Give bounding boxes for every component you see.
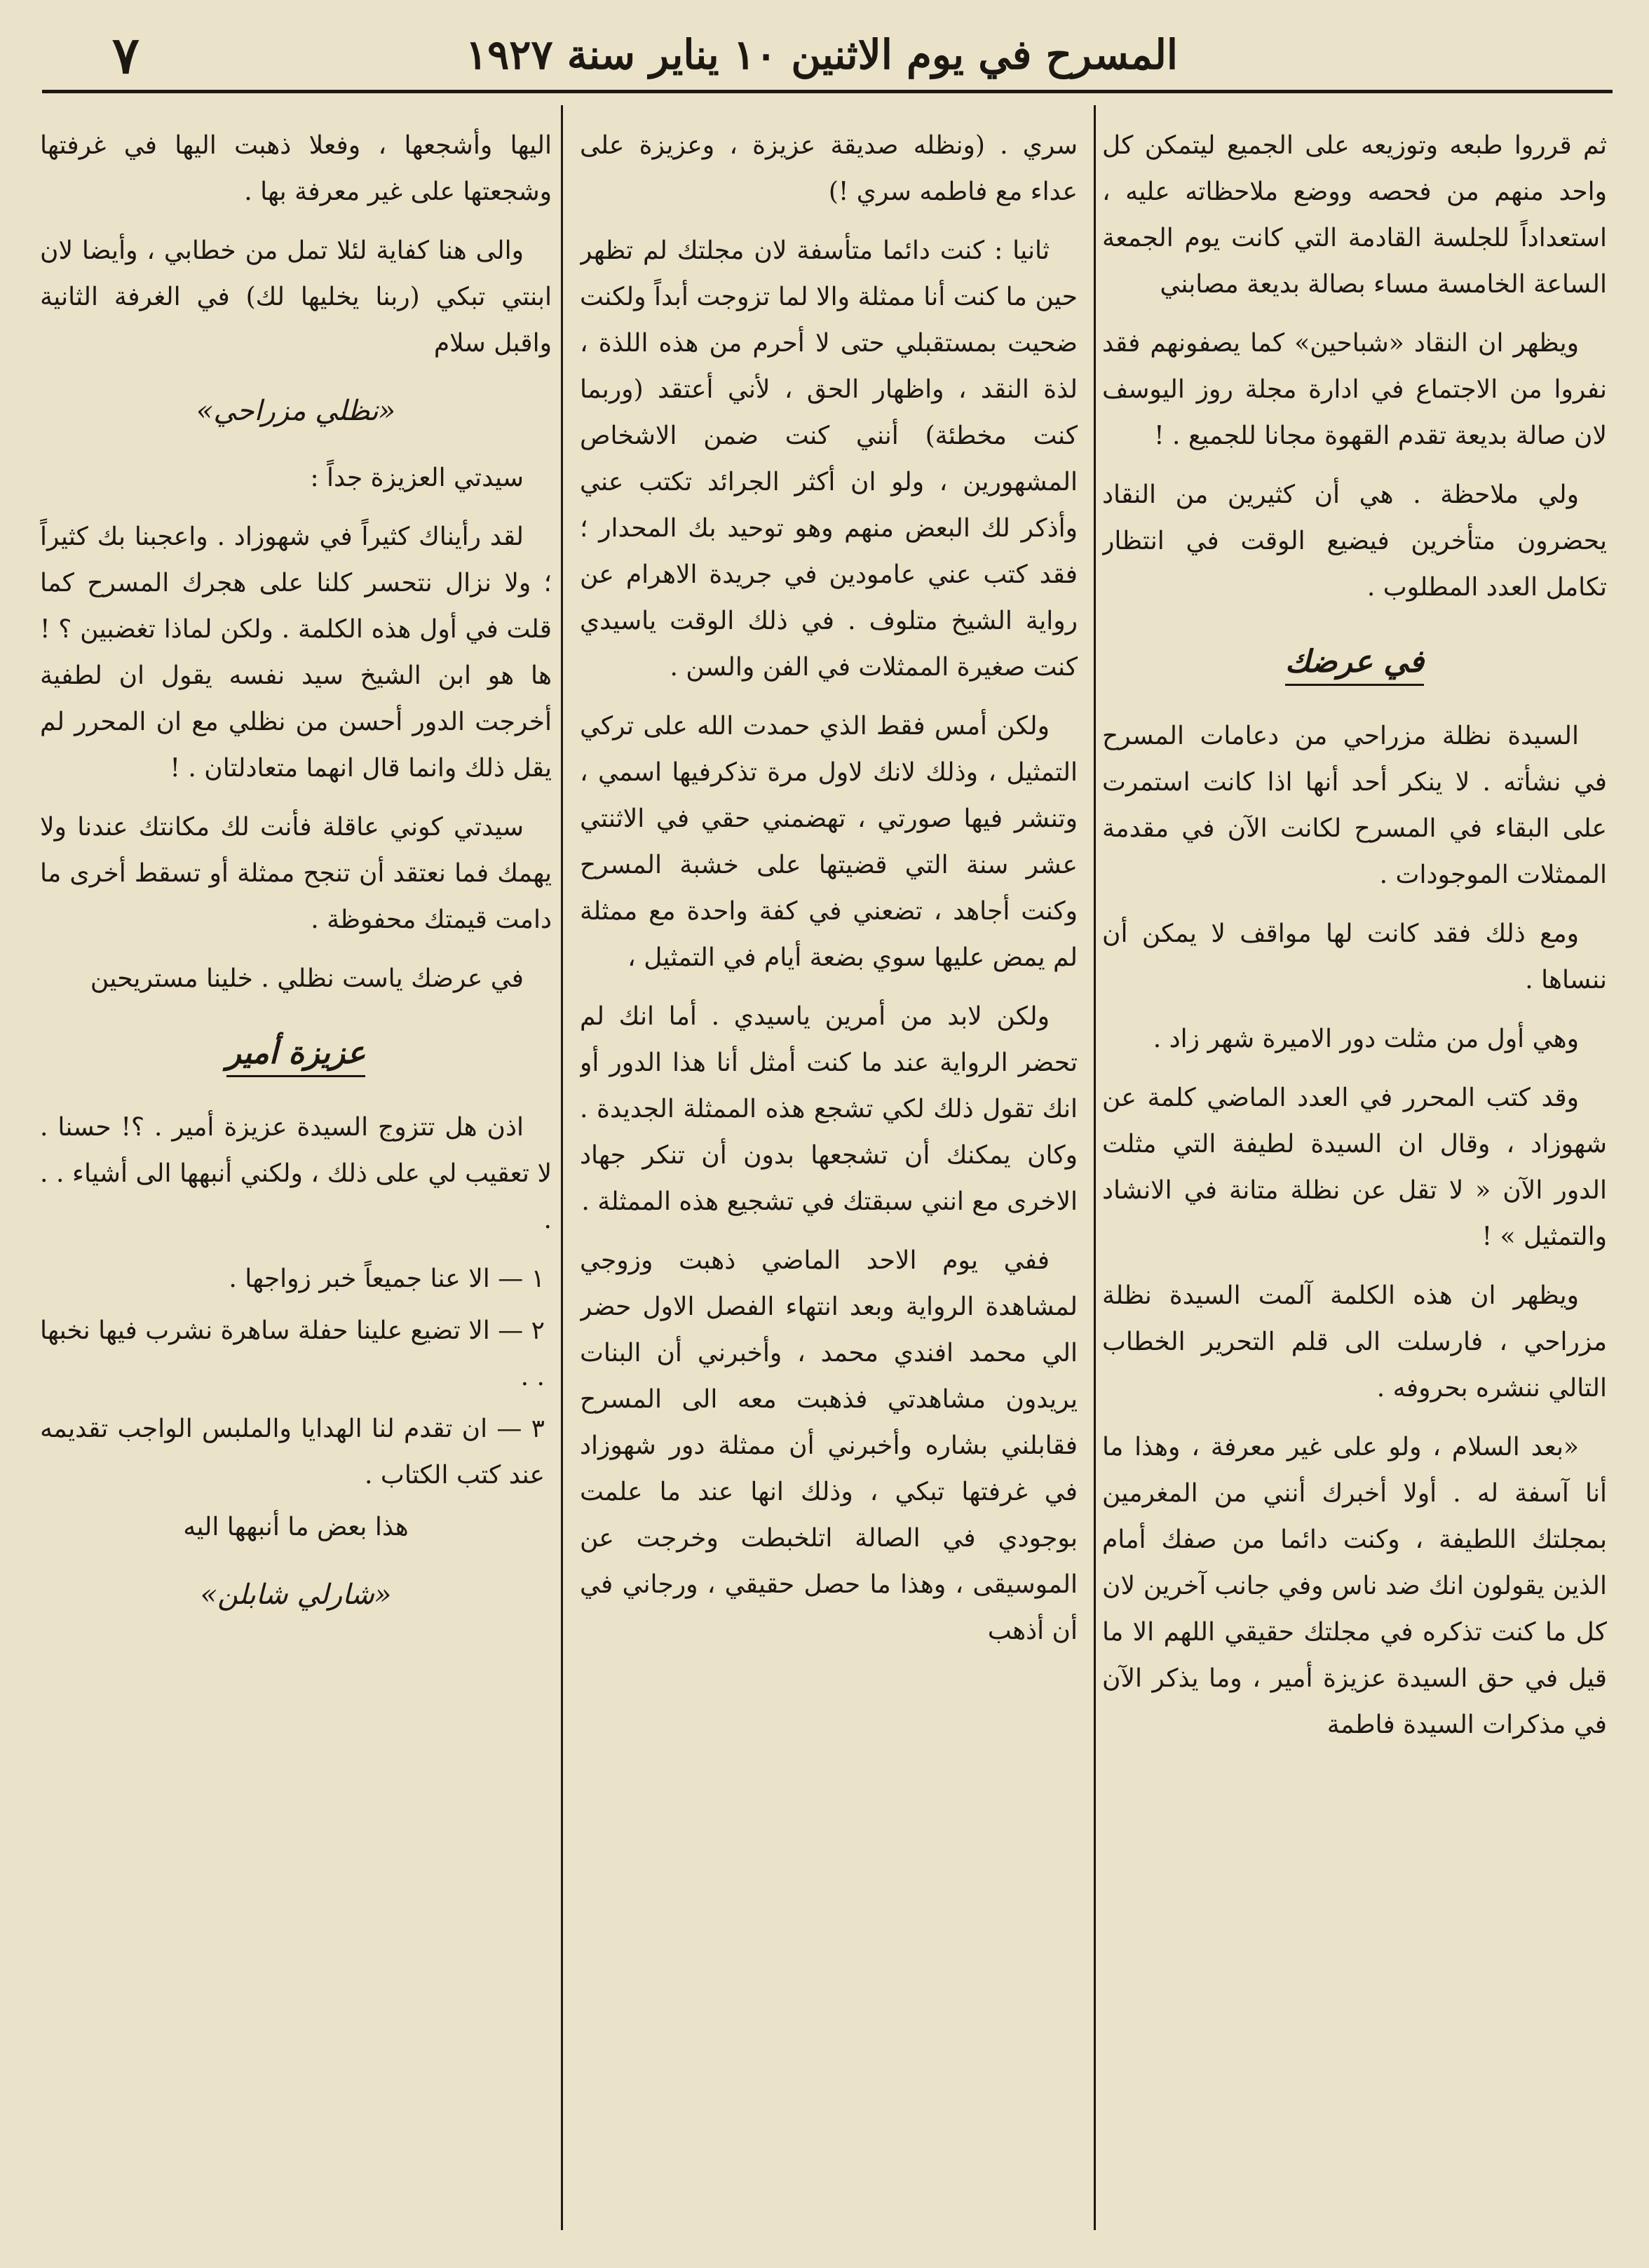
- section-heading-text: في عرضك: [1285, 644, 1424, 686]
- list-item: ٢ — الا تضيع علينا حفلة ساهرة نشرب فيها نخبها . .: [40, 1316, 545, 1391]
- paragraph: ومع ذلك فقد كانت لها مواقف لا يمكن أن ننساها .: [1102, 919, 1607, 994]
- section-heading-text: عزيزة أمير: [226, 1035, 366, 1077]
- paragraph: وهي أول من مثلت دور الاميرة شهر زاد .: [1153, 1025, 1579, 1053]
- page-title: المسرح في يوم الاثنين ١٠ يناير سنة ١٩٢٧: [466, 31, 1178, 79]
- header-rule: [42, 90, 1613, 93]
- paragraph: ويظهر ان هذه الكلمة آلمت السيدة نظلة مزراحي ، فارسلت الى قلم التحرير الخطاب التالي ننشره بحروفه .: [1102, 1281, 1607, 1403]
- column-divider: [561, 105, 563, 2230]
- column-right: [1102, 123, 1607, 2248]
- letter-paragraph: ففي يوم الاحد الماضي ذهبت وزوجي لمشاهدة الرواية وبعد انتهاء الفصل الاول حضر الي محمد افندي محمد ، وأخبرني أن البنات يريدون مشاهدتي فذهبت معه الى المسرح فقابلني بشاره وأخبرني أن ممثلة دور شهوزاد في غرفتها تبكي ، وذلك انها عند ما علمت بوجودي في الصالة اتلخبطت وخرجت عن الموسيقى ، وهذا ما حصل حقيقي ، ورجاني في أن أذهب: [580, 1246, 1078, 1645]
- page-number: ٧: [112, 25, 140, 85]
- section-heading: [1102, 639, 1607, 685]
- paragraph: السيدة نظلة مزراحي من دعامات المسرح في نشأته . لا ينكر أحد أنها اذا كانت استمرت على البقاء في المسرح لكانت الآن في مقدمة الممثلات الموجودات .: [1102, 722, 1607, 889]
- section-heading: [40, 1030, 552, 1076]
- paragraph: هذا بعض ما أنبهها اليه: [183, 1513, 409, 1541]
- letter-paragraph: سري . (ونظله صديقة عزيزة ، وعزيزة على عداء مع فاطمه سري !): [580, 131, 1078, 206]
- column-middle: [580, 123, 1078, 2248]
- letter-paragraph: ولكن أمس فقط الذي حمدت الله على تركي التمثيل ، وذلك لانك لاول مرة تذكرفيها اسمي ، وتنشر فيها صورتي ، تهضمني حقي في الاثنتي عشر سنة التي قضيتها على خشبة المسرح وكنت أجاهد ، تضعني في كفة واحدة مع ممثلة لم يمض عليها سوي بضعة أيام في التمثيل ،: [580, 712, 1078, 972]
- column-left: [40, 123, 552, 2248]
- column-divider: [1094, 105, 1096, 2230]
- reply-paragraph: في عرضك ياست نظلي . خلينا مستريحين: [90, 964, 524, 993]
- list-item: ١ — الا عنا جميعاً خبر زواجها .: [229, 1264, 545, 1293]
- signature: «شارلي شابلن»: [200, 1579, 392, 1611]
- reply-paragraph: سيدتي كوني عاقلة فأنت لك مكانتك عندنا ولا يهمك فما نعتقد أن تنجح ممثلة أو تسقط أخرى ما دامت قيمتك محفوظة .: [40, 813, 552, 934]
- paragraph: اذن هل تتزوج السيدة عزيزة أمير . ؟! حسنا . لا تعقيب لي على ذلك ، ولكني أنبهها الى أشياء . . .: [40, 1113, 552, 1234]
- letter-paragraph: والى هنا كفاية لئلا تمل من خطابي ، وأيضا لان ابنتي تبكي (ربنا يخليها لك) في الغرفة الثانية واقبل سلام: [40, 236, 552, 358]
- page-header: [42, 21, 1613, 91]
- signature: «نظلي مزراحي»: [196, 395, 396, 427]
- paragraph: ويظهر ان النقاد «شباحين» كما يصفونهم فقد نفروا من الاجتماع في ادارة مجلة روز اليوسف لان صالة بديعة تقدم القهوة مجانا للجميع . !: [1102, 329, 1607, 450]
- paragraph: وقد كتب المحرر في العدد الماضي كلمة عن شهوزاد ، وقال ان السيدة لطيفة التي مثلت الدور الآن « لا تقل عن نظلة متانة في الانشاد والتمثيل » !: [1102, 1084, 1607, 1251]
- letter-paragraph: اليها وأشجعها ، وفعلا ذهبت اليها في غرفتها وشجعتها على غير معرفة بها .: [40, 131, 552, 206]
- paragraph: ولي ملاحظة . هي أن كثيرين من النقاد يحضرون متأخرين فيضيع الوقت في انتظار تكامل العدد المطلوب .: [1102, 480, 1607, 602]
- reply-paragraph: لقد رأيناك كثيراً في شهوزاد . واعجبنا بك كثيراً ؛ ولا نزال نتحسر كلنا على هجرك المسرح كما قلت في أول هذه الكلمة . ولكن لماذا تغضبين ؟ ! ها هو ابن الشيخ سيد نفسه يقول ان لطفية أخرجت الدور أحسن من نظلي مع ان المحرر لم يقل ذلك وانما قال انهما متعادلتان . !: [40, 522, 552, 783]
- paragraph: ثم قرروا طبعه وتوزيعه على الجميع ليتمكن كل واحد منهم من فحصه ووضع ملاحظاته عليه ، استعداداً للجلسة القادمة التي كانت يوم الجمعة الساعة الخامسة مساء بصالة بديعة مصابني: [1102, 131, 1607, 299]
- list-item: ٣ — ان تقدم لنا الهدايا والملبس الواجب تقديمه عند كتب الكتاب .: [40, 1415, 545, 1490]
- letter-paragraph: ولكن لابد من أمرين ياسيدي . أما انك لم تحضر الرواية عند ما كنت أمثل أنا هذا الدور أو انك تقول ذلك لكي تشجع هذه الممثلة الجديدة . وكان يمكنك أن تشجعها بدون أن تنكر جهاد الاخرى مع انني سبقتك في تشجيع هذه الممثلة .: [580, 1002, 1078, 1216]
- letter-paragraph: ثانيا : كنت دائما متأسفة لان مجلتك لم تظهر حين ما كنت أنا ممثلة والا لما تزوجت أبداً ولكنت ضحيت بمستقبلي حتى لا أحرم من هذه اللذة ، لذة النقد ، واظهار الحق ، لأني أعتقد (وربما كنت مخطئة) أنني كنت ضمن الاشخاص المشهورين ، ولو ان أكثر الجرائد تكتب عني وأذكر لك البعض منهم وهو توحيد بك المحدار ؛ فقد كتب عني عامودين في جريدة الاهرام عن رواية الشيخ متلوف . في ذلك الوقت ياسيدي كنت صغيرة الممثلات في الفن والسن .: [580, 236, 1078, 682]
- letter-paragraph: «بعد السلام ، ولو على غير معرفة ، وهذا ما أنا آسفة له . أولا أخبرك أنني من المغرمين بمجلتك اللطيفة ، وكنت دائما من صفك أمام الذين يقولون انك ضد ناس وفي جانب آخرين لان كل ما كنت تذكره في مجلتك حقيقي اللهم الا ما قيل في حق السيدة عزيزة أمير ، وما يذكر الآن في مذكرات السيدة فاطمة: [1102, 1433, 1607, 1739]
- reply-salutation: سيدتي العزيزة جداً :: [310, 464, 524, 492]
